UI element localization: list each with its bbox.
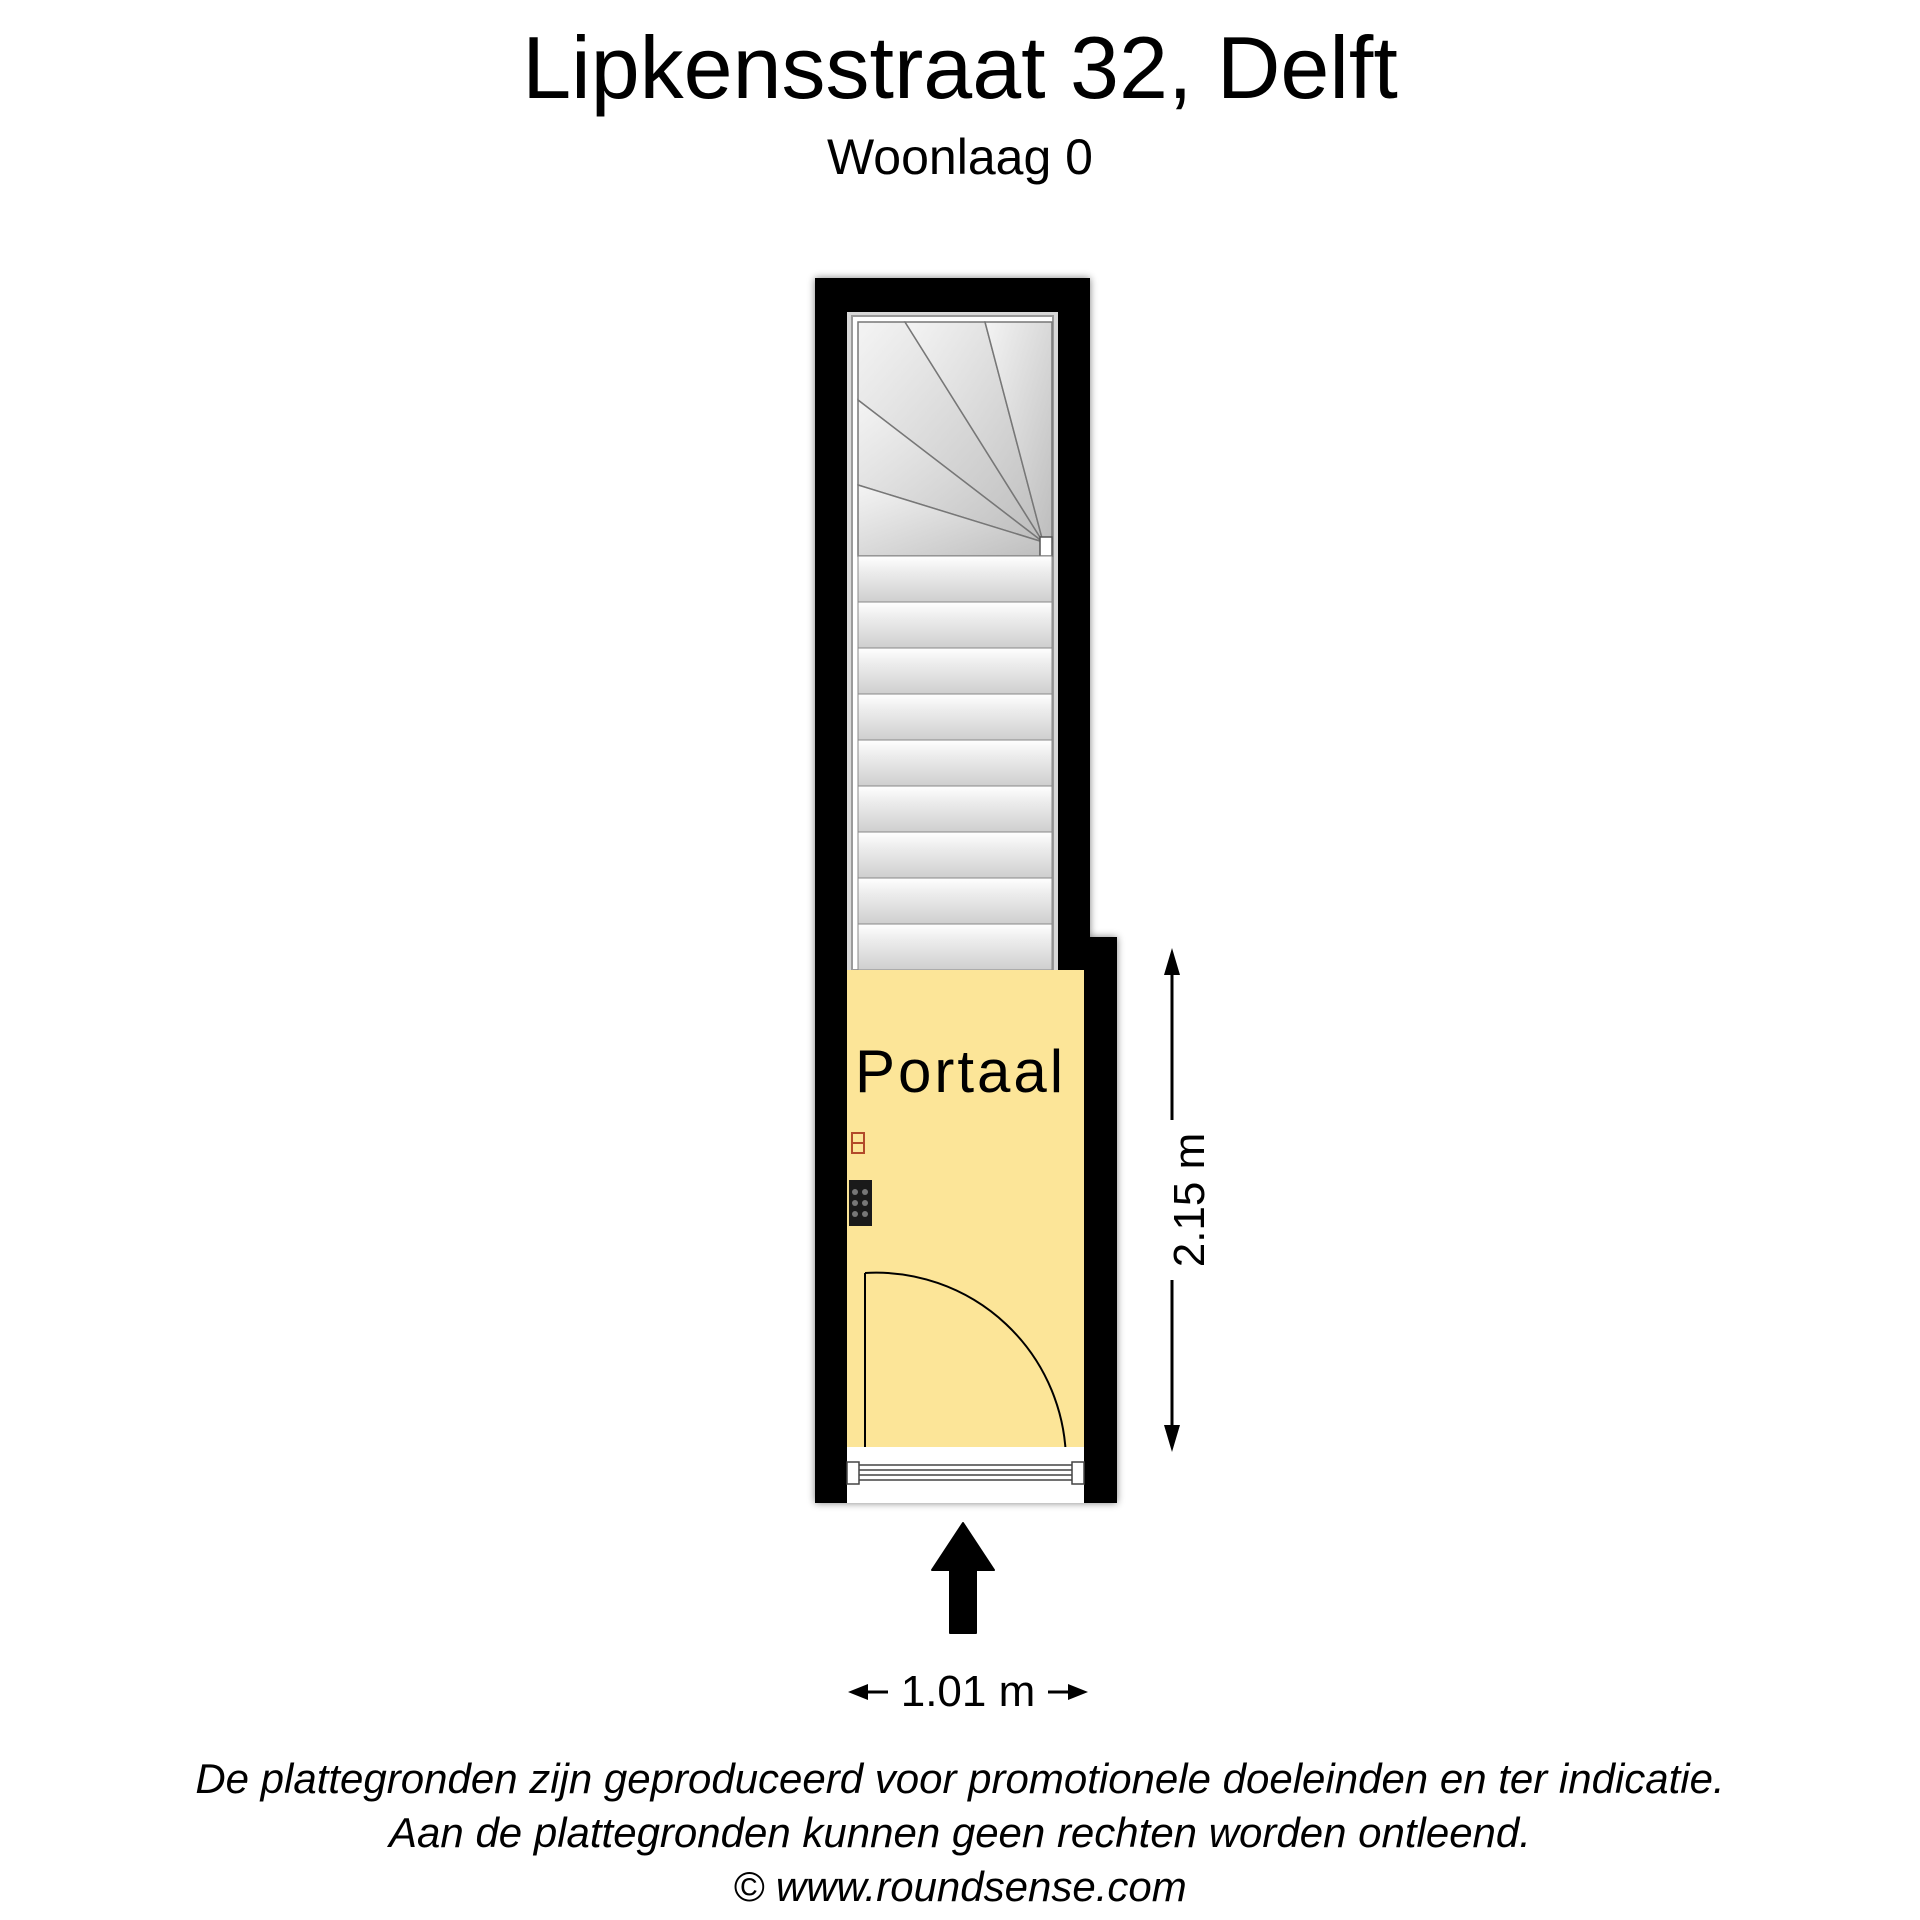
height-dimension-label: 2.15 m [1160,1120,1220,1280]
meter-box-icon [849,1180,872,1226]
disclaimer-line-1: De plattegronden zijn geproduceerd voor promotionele doeleinden en ter indicatie. [195,1755,1725,1802]
entrance-arrow-icon [932,1523,994,1633]
winding-steps [858,322,1052,556]
disclaimer-line-2: Aan de plattegronden kunnen geen rechten worden ontleend. [389,1809,1531,1856]
threshold [847,1447,1084,1503]
copyright-line: © www.roundsense.com [733,1863,1187,1910]
straight-steps [858,556,1052,970]
floor-level-label: Woonlaag 0 [827,129,1093,185]
plan-title: Lipkensstraat 32, Delft [522,18,1398,117]
width-dimension-label: 1.01 m [900,1667,1036,1716]
room-label-portaal: Portaal [855,1038,1067,1105]
